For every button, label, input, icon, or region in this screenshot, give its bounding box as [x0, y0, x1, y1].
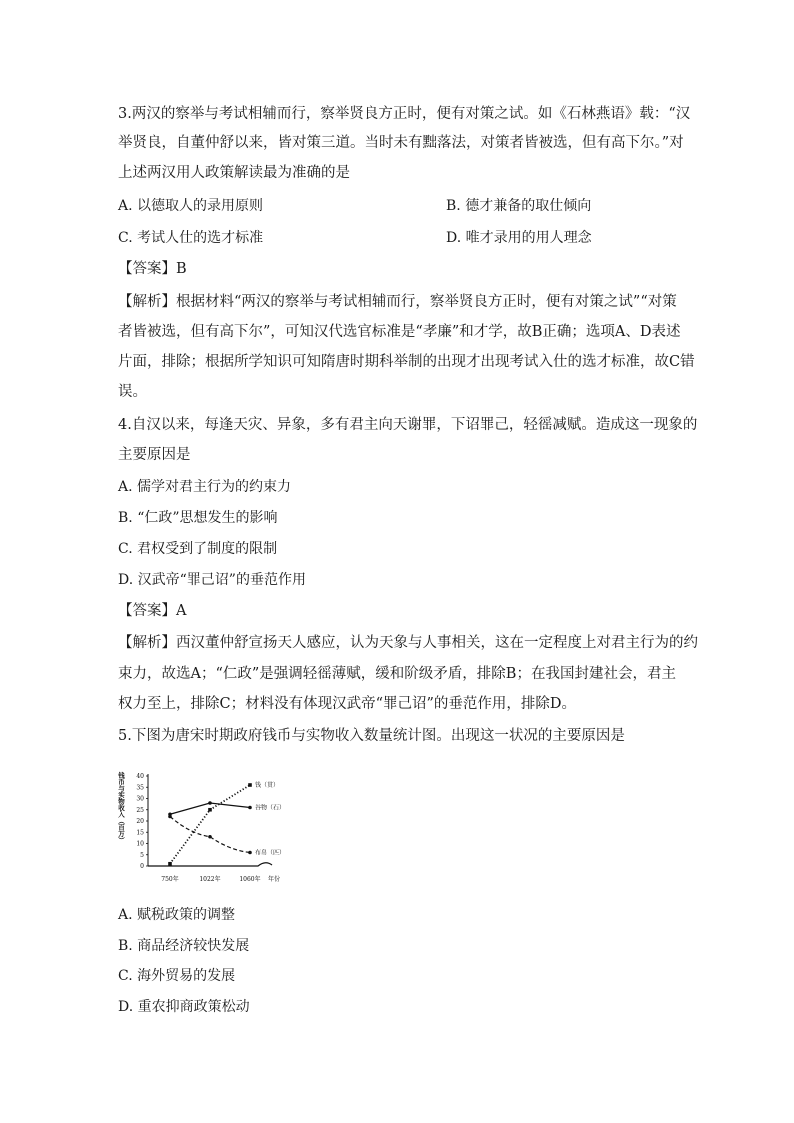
q5-option-c: C. 海外贸易的发展	[118, 968, 236, 984]
chart-y-tick-label: 5	[140, 851, 144, 859]
chart-series-label: 钱（贯）	[255, 782, 280, 789]
q3-option-d: D. 唯才录用的用人理念	[446, 230, 592, 246]
chart-series-label: 布帛（匹）	[255, 849, 286, 857]
q3-analysis-line-4: 误。	[118, 384, 147, 400]
chart-point	[208, 801, 212, 805]
chart-point	[208, 808, 212, 812]
q3-stem-line-2: 举贤良，自董仲舒以来，皆对策三道。当时未有黜落法，对策者皆被选，但有高下尔。”对	[118, 135, 684, 151]
chart-y-tick-label: 35	[136, 784, 144, 792]
chart-point	[208, 835, 212, 839]
q4-analysis-line-2: 束力，故选A；“仁政”是强调轻徭薄赋，缓和阶级矛盾，排除B；在我国封建社会，君主	[118, 666, 676, 682]
chart-y-tick-label: 20	[136, 818, 144, 825]
chart-y-tick-label: 25	[136, 806, 144, 814]
income-line-chart	[118, 764, 294, 890]
q4-analysis-line-1: 【解析】西汉董仲舒宣扬天人感应，认为天象与人事相关，这在一定程度上对君主行为的约	[118, 635, 698, 651]
q3-stem-line-3: 上述两汉用人政策解读最为准确的是	[118, 165, 350, 181]
chart-y-tick-label: 40	[136, 773, 144, 780]
chart-y-tick-label: 0	[140, 863, 144, 870]
chart-xlabel: 年份	[268, 876, 281, 883]
q5-option-b: B. 商品经济较快发展	[118, 938, 250, 954]
q3-stem-line-1: 3.两汉的察举与考试相辅而行，察举贤良方正时，便有对策之试。如《石林燕语》载：“汉	[118, 106, 691, 122]
q4-stem-line-1: 4.自汉以来，每逢天灾、异象，多有君主向天谢罪，下诏罪己，轻徭减赋。造成这一现象的	[118, 417, 698, 433]
chart-x-tick-label: 1022年	[199, 876, 221, 883]
q3-answer: 【答案】B	[118, 261, 187, 277]
chart-x-tick-label: 1060年	[239, 876, 261, 883]
q3-option-b: B. 德才兼备的取仕倾向	[446, 198, 592, 214]
q4-stem-line-2: 主要原因是	[118, 447, 191, 463]
q3-analysis-line-1: 【解析】根据材料“两汉的察举与考试相辅而行，察举贤良方正时，便有对策之试”“对策	[118, 294, 677, 310]
chart-point	[168, 815, 172, 819]
q5-option-d: D. 重农抑商政策松动	[118, 999, 250, 1015]
q4-option-b: B. “仁政”思想发生的影响	[118, 510, 278, 526]
q3-option-c: C. 考试人仕的选才标准	[118, 230, 264, 246]
q5-option-a: A. 赋税政策的调整	[118, 907, 236, 923]
chart-y-tick-label: 15	[136, 829, 144, 837]
chart-ylabel: 钱币与实物收入（百万）	[117, 772, 125, 844]
q4-option-c: C. 君权受到了制度的限制	[118, 541, 278, 557]
chart-axes	[148, 774, 272, 866]
q4-option-a: A. 儒学对君主行为的约束力	[118, 479, 292, 495]
q4-option-d: D. 汉武帝“罪己诏”的垂范作用	[118, 572, 306, 588]
chart-point	[168, 862, 172, 866]
q4-analysis-line-3: 权力至上，排除C；材料没有体现汉武帝“罪己诏”的垂范作用，排除D。	[118, 696, 577, 712]
chart-series	[168, 781, 285, 866]
chart-x-tick-label: 750年	[161, 876, 179, 883]
q5-stem-line-1: 5.下图为唐宋时期政府钱币与实物收入数量统计图。出现这一状况的主要原因是	[118, 728, 625, 744]
chart-series-line	[170, 785, 250, 864]
q3-analysis-line-2: 者皆被选，但有高下尔”，可知汉代选官标准是“孝廉”和才学，故B正确；选项A、D表述	[118, 324, 681, 340]
chart-y-tick-label: 30	[136, 795, 144, 803]
q4-answer: 【答案】A	[118, 603, 187, 619]
chart-series-line	[170, 817, 250, 853]
chart-point	[248, 851, 252, 855]
chart-y-tick-label: 10	[136, 840, 144, 848]
chart-point	[248, 783, 252, 787]
q3-option-a: A. 以德取人的录用原则	[118, 198, 264, 214]
chart-series-label: 谷物（石）	[255, 804, 286, 812]
q3-analysis-line-3: 片面，排除；根据所学知识可知隋唐时期科举制的出现才出现考试入仕的选才标准，故C错	[118, 354, 695, 370]
chart-x-axis	[148, 863, 272, 866]
chart-point	[248, 806, 252, 810]
